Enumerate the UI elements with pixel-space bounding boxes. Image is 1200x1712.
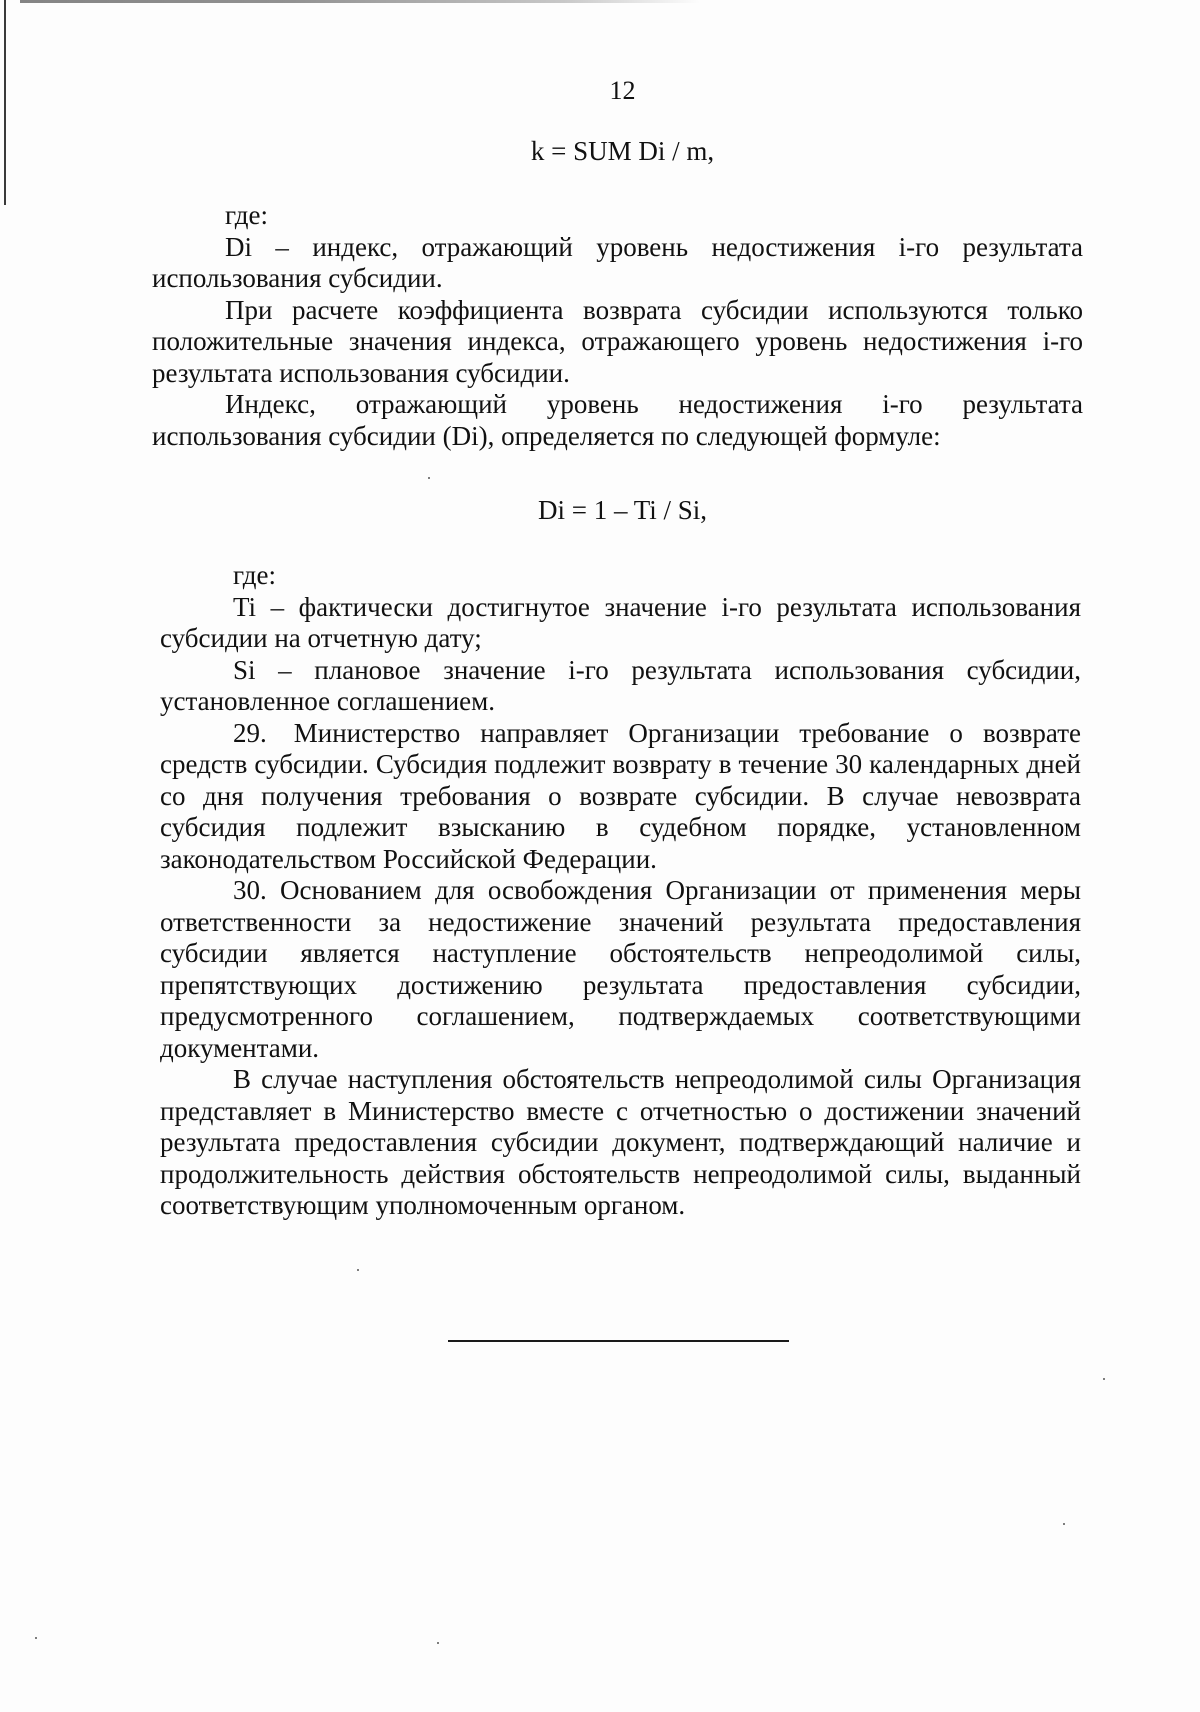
page-number: 12 (609, 76, 636, 105)
formula-di: Di = 1 – Ti / Si, (537, 495, 708, 525)
scan-speck (428, 477, 430, 479)
paragraph-index-intro: Индекс, отражающий уровень недостижения i-го результата использования субсидии (Di), определяется по следующей формуле: (152, 389, 1083, 451)
where-label: где: (225, 200, 268, 230)
scan-speck (357, 1269, 359, 1271)
scan-speck (437, 1642, 439, 1644)
where-label: где: (233, 560, 276, 590)
scan-edge-top (20, 0, 700, 3)
formula-k: k = SUM Di / m, (530, 136, 715, 166)
paragraph-force-majeure: В случае наступления обстоятельств непреодолимой силы Организация представляет в Министерство вместе с отчетностью о достижении значений результата предоставления субсидии документ, подтверждающий наличие и продолжительность действия обстоятельств непреодолимой силы, выданный соответствующим уполномоченным органом. (160, 1064, 1081, 1220)
paragraph-di-definition: Di – индекс, отражающий уровень недостижения i-го результата использования субсидии. (152, 231, 1083, 293)
paragraph-30: 30. Основанием для освобождения Организации от применения меры ответственности за недостижение значений результата предоставления субсидии является наступление обстоятельств непреодолимой силы, препятствующих достижению результата предоставления субсидии, предусмотренного соглашением, подтверждаемых соответствующими документами. (160, 875, 1081, 1063)
paragraph-positive-values: При расчете коэффициента возврата субсидии используются только положительные значения индекса, отражающего уровень недостижения i-го результата использования субсидии. (152, 294, 1083, 388)
text-block-main (160, 560, 1081, 1222)
paragraph-ti-definition: Ti – фактически достигнутое значение i-го результата использования субсидии на отчетную дату; (160, 591, 1081, 653)
scan-speck (1103, 1378, 1105, 1380)
text-block-definitions (152, 200, 1083, 452)
end-rule (448, 1340, 789, 1342)
paragraph-29: 29. Министерство направляет Организации требование о возврате средств субсидии. Субсидия подлежит возврату в течение 30 календарных дней со дня получения требования о возврате субсидии. В случае невозврата субсидия подлежит взысканию в судебном порядке, установленном законодательством Российской Федерации. (160, 717, 1081, 874)
scan-speck (35, 1637, 37, 1639)
paragraph-si-definition: Si – плановое значение i-го результата использования субсидии, установленное соглашением. (160, 654, 1081, 716)
scan-speck (1063, 1523, 1065, 1525)
